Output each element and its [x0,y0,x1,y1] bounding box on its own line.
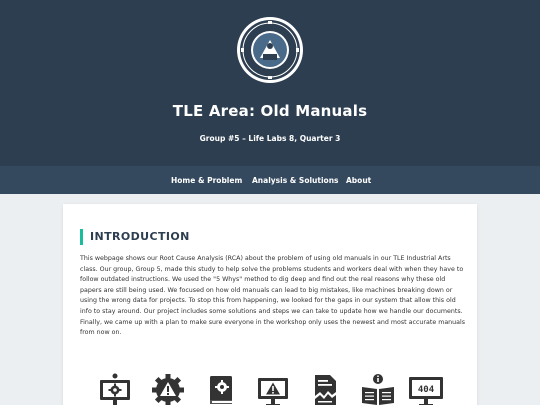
page-title: TLE Area: Old Manuals [172,102,368,120]
nav-bar [0,166,540,194]
section-heading [80,229,190,245]
icon-row [63,372,477,405]
nav-item-analysis-solutions[interactable]: Analysis & Solutions [252,176,339,185]
torn-document-icon [307,372,343,405]
monitor-gear-icon [97,372,133,405]
intro-heading: INTRODUCTION [90,230,190,243]
nav-item-about[interactable]: About [346,176,372,185]
monitor-warning-icon [255,372,291,405]
school-seal-icon [236,16,304,84]
open-book-info-icon [360,372,396,405]
monitor-404-label: 404 [417,385,435,395]
gear-warning-icon [150,372,186,405]
site-header [0,0,540,166]
intro-paragraph: This webpage shows our Root Cause Analysis (RCA) about the problem of using old manuals in our TLE Industrial Arts class. Our group, Group 5, made this study to help solve the problems students and workers deal with when they have to follow outdated instructions. We used the "5 Whys" method to dig deep and find out the real reasons why these old papers are still being used. We focused on how old manuals can lead to big mistakes, like machines breaking down or using the wrong data for projects. To stop this from happening, we looked for the gaps in our system that allow this old info to stay around. Our project includes some solutions and steps we can take to update how we handle our documents. Finally, we came up with a plan to make sure everyone in the workshop only uses the newest and most accurate manuals from now on. [80,255,466,337]
page-subtitle: Group #5 – Life Labs 8, Quarter 3 [199,134,341,143]
nav-item-home-problem[interactable]: Home & Problem [171,176,243,185]
manual-gear-icon [203,372,239,405]
monitor-404-icon [408,372,444,405]
intro-card [63,204,477,405]
